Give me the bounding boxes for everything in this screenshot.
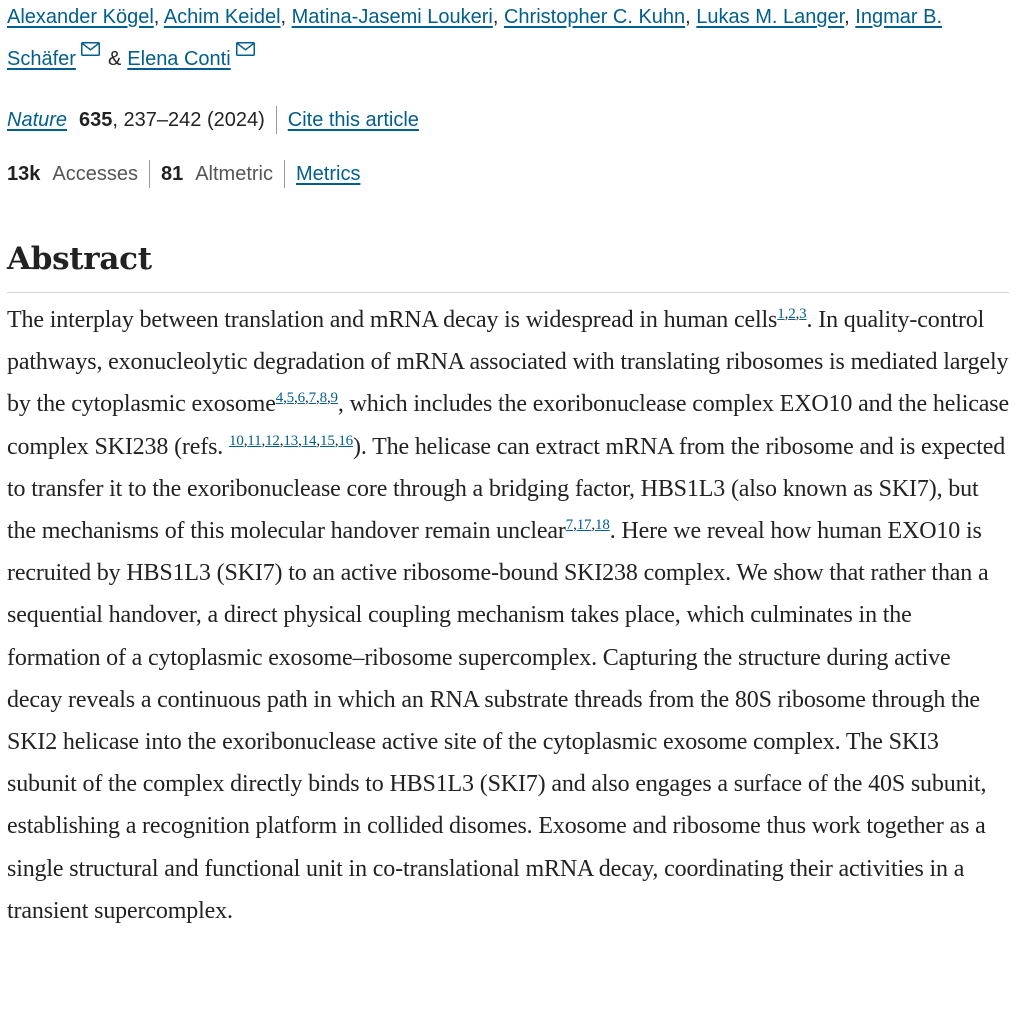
divider: [276, 106, 277, 134]
reference-link[interactable]: 11: [247, 432, 262, 449]
metrics-link[interactable]: Metrics: [296, 163, 361, 185]
abstract-body: [7, 299, 1009, 932]
reference-link[interactable]: 5: [286, 390, 295, 407]
metrics-row: [7, 160, 1009, 188]
author-conjunction: &: [107, 48, 122, 70]
altmetric-count: 81: [160, 163, 184, 185]
reference-link[interactable]: 10: [228, 432, 244, 449]
mail-icon[interactable]: [236, 42, 255, 56]
article-header: [7, 0, 1009, 932]
abstract-text-run: The interplay between translation and mRNA decay is widespread in human cells: [7, 307, 778, 333]
author-separator: ,: [685, 6, 697, 28]
author-link-corresponding[interactable]: Ingmar B. Schäfer: [7, 6, 942, 70]
reference-link[interactable]: 1: [777, 306, 785, 322]
author-list: [7, 0, 1009, 80]
reference-link[interactable]: 18: [595, 517, 610, 534]
reference-link[interactable]: 13: [283, 432, 299, 449]
cite-article-link[interactable]: Cite this article: [287, 109, 419, 131]
abstract-text-run: . In quality-control pathways, exonucleolytic degradation of mRNA associated with translating ribosomes is mediated largely by the cytoplasmic exosome: [7, 307, 1009, 418]
reference-link[interactable]: 8: [319, 390, 327, 407]
reference-link[interactable]: 9: [330, 390, 338, 407]
author-separator: ,: [844, 6, 856, 28]
reference-link[interactable]: 7: [565, 517, 574, 534]
pages-year: , 237–242 (2024): [112, 109, 265, 131]
reference-link[interactable]: 7: [308, 390, 316, 407]
author-link-corresponding[interactable]: Elena Conti: [127, 48, 231, 70]
author-link[interactable]: Alexander Kögel: [7, 6, 154, 28]
reference-link[interactable]: 16: [338, 432, 354, 449]
divider: [284, 160, 285, 188]
divider: [149, 160, 150, 188]
author-link[interactable]: Matina-Jasemi Loukeri: [291, 6, 493, 28]
reference-group: 4,5,6,7,8,9: [275, 390, 338, 407]
abstract-text-run: . Here we reveal how human EXO10 is recruited by HBS1L3 (SKI7) to an active ribosome-bound SKI238 complex. We show that rather than a sequential handover, a direct physical coupling mechanism takes place, which culminates in the formation of a cytoplasmic exosome–ribosome supercomplex. Capturing the structure during active decay reveals a continuous path in which an RNA substrate threads from the 80S ribosome through the SKI2 helicase into the exoribonuclease active site of the cytoplasmic exosome complex. The SKI3 subunit of the complex directly binds to HBS1L3 (SKI7) and also engages a surface of the 40S subunit, establishing a recognition platform in collided disomes. Exosome and ribosome thus work together as a single structural and functional unit in co-translational mRNA decay, coordinating their activities in a transient supercomplex.: [7, 518, 989, 924]
author-link[interactable]: Lukas M. Langer: [696, 6, 845, 28]
reference-group: 10,11,12,13,14,15,16: [228, 432, 354, 449]
reference-link[interactable]: 15: [320, 432, 335, 449]
author-separator: ,: [492, 6, 504, 28]
abstract-heading: Abstract: [7, 239, 1009, 293]
mail-icon[interactable]: [81, 42, 100, 56]
reference-link[interactable]: 2: [788, 306, 796, 322]
author-link[interactable]: Christopher C. Kuhn: [503, 6, 686, 28]
reference-link[interactable]: 6: [297, 390, 305, 407]
author-separator: ,: [280, 6, 292, 28]
abstract-text-run: ). The helicase can extract mRNA from the ribosome and is expected to transfer it to the exoribonuclease core through a bridging factor, HBS1L3 (also known as SKI7), but the mechanisms of this molecular handover remain unclear: [7, 433, 1006, 545]
altmetric-label: Altmetric: [195, 163, 274, 185]
citation-row: [7, 106, 1009, 134]
journal-link[interactable]: Nature: [7, 109, 68, 131]
accesses-count: 13k: [7, 163, 41, 185]
reference-link[interactable]: 17: [576, 517, 592, 534]
reference-link[interactable]: 4: [275, 390, 284, 407]
abstract-text-run: , which includes the exoribonuclease complex EXO10 and the helicase complex SKI238 (refs.: [7, 391, 1009, 460]
author-separator: ,: [153, 6, 164, 28]
reference-group: 1,2,3: [777, 306, 807, 322]
reference-group: 7,17,18: [565, 517, 610, 534]
volume-number: 635: [79, 109, 113, 131]
accesses-label: Accesses: [52, 163, 138, 185]
author-link[interactable]: Achim Keidel: [163, 6, 281, 28]
reference-link[interactable]: 3: [799, 306, 807, 322]
reference-link[interactable]: 12: [265, 432, 280, 449]
reference-link[interactable]: 14: [301, 432, 317, 449]
